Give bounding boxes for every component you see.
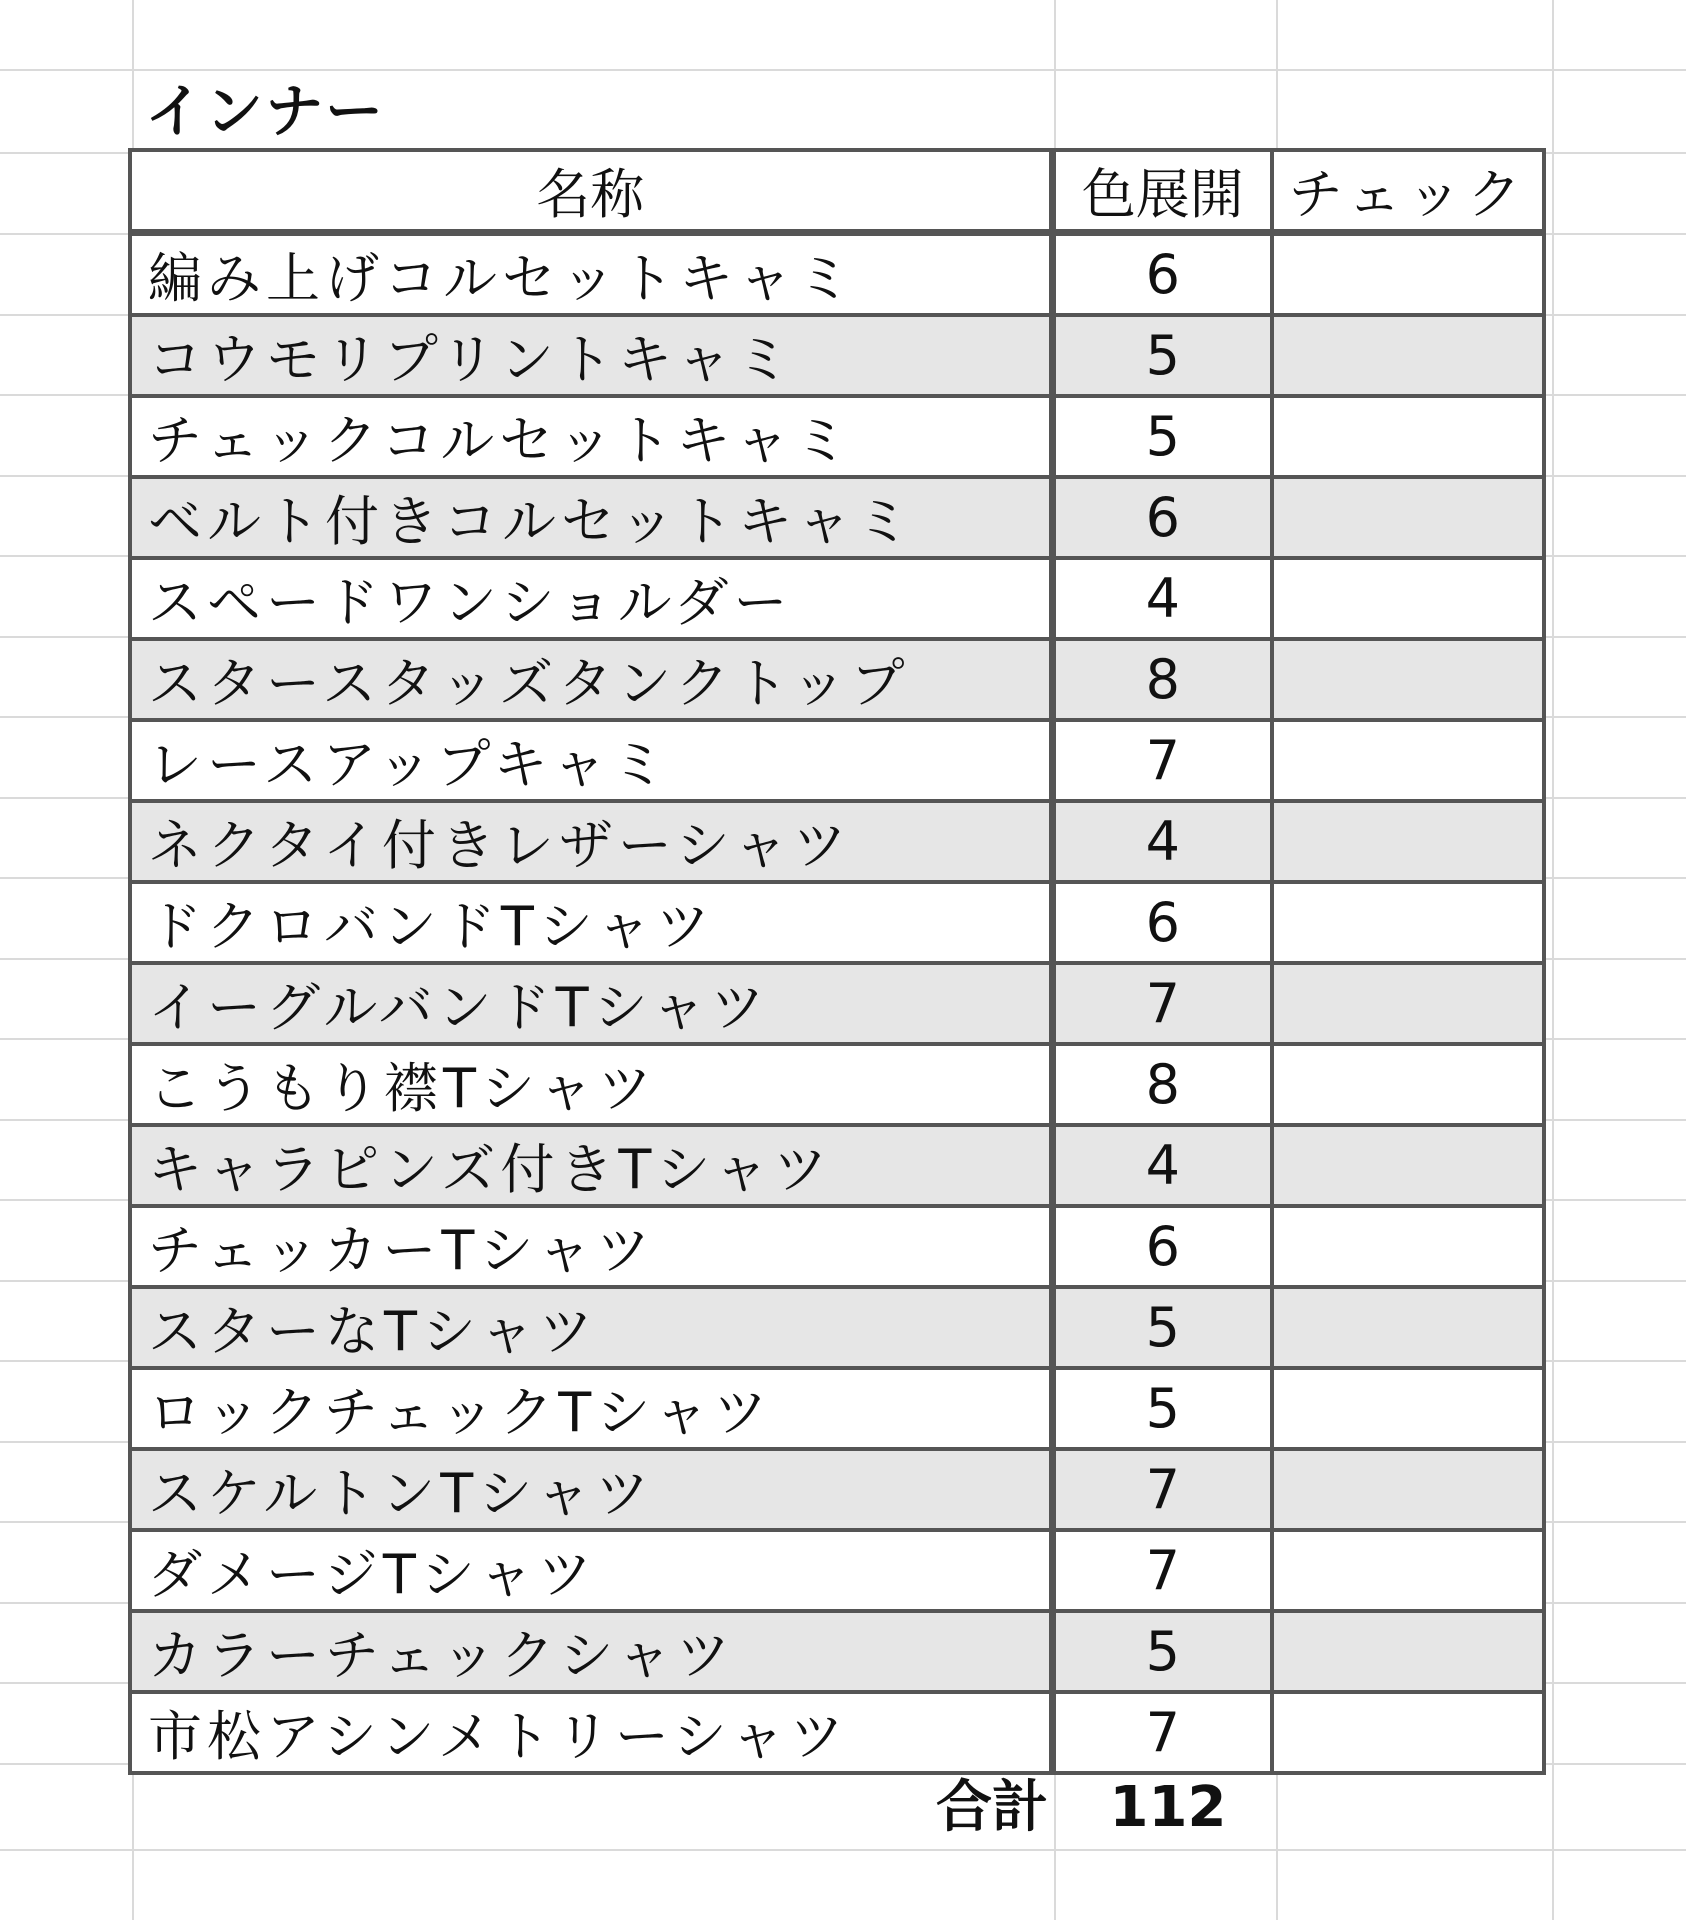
- table-row: [130, 882, 1544, 963]
- check-cell[interactable]: [1272, 639, 1544, 720]
- item-name-cell[interactable]: イーグルバンドTシャツ: [130, 963, 1052, 1044]
- table-row: [130, 477, 1544, 558]
- check-cell[interactable]: [1272, 1206, 1544, 1287]
- sheet-title: インナー: [145, 77, 386, 145]
- check-cell[interactable]: [1272, 477, 1544, 558]
- color-count-cell[interactable]: 6: [1052, 882, 1272, 963]
- color-count-cell[interactable]: 5: [1052, 315, 1272, 396]
- color-count-cell[interactable]: 7: [1052, 1449, 1272, 1530]
- item-name-cell[interactable]: ネクタイ付きレザーシャツ: [130, 801, 1052, 882]
- table-row: [130, 1044, 1544, 1125]
- color-count-cell[interactable]: 7: [1052, 720, 1272, 801]
- table-row: [130, 963, 1544, 1044]
- table-row: [130, 1206, 1544, 1287]
- item-name-cell[interactable]: カラーチェックシャツ: [130, 1611, 1052, 1692]
- table-row: [130, 558, 1544, 639]
- check-cell[interactable]: [1272, 1044, 1544, 1125]
- check-cell[interactable]: [1272, 963, 1544, 1044]
- table-row: [130, 396, 1544, 477]
- color-count-cell[interactable]: 7: [1052, 1692, 1272, 1773]
- check-cell[interactable]: [1272, 801, 1544, 882]
- item-name-cell[interactable]: チェックコルセットキャミ: [130, 396, 1052, 477]
- color-count-cell[interactable]: 7: [1052, 1530, 1272, 1611]
- header-check[interactable]: チェック: [1272, 150, 1544, 233]
- color-count-cell[interactable]: 8: [1052, 639, 1272, 720]
- color-count-cell[interactable]: 6: [1052, 477, 1272, 558]
- header-row: [130, 150, 1544, 233]
- grid-row-line: [0, 1849, 1686, 1851]
- color-count-cell[interactable]: 6: [1052, 233, 1272, 316]
- item-name-cell[interactable]: ダメージTシャツ: [130, 1530, 1052, 1611]
- table-row: [130, 720, 1544, 801]
- check-cell[interactable]: [1272, 720, 1544, 801]
- item-name-cell[interactable]: チェッカーTシャツ: [130, 1206, 1052, 1287]
- table-row: [130, 1692, 1544, 1773]
- check-cell[interactable]: [1272, 396, 1544, 477]
- check-cell[interactable]: [1272, 558, 1544, 639]
- header-name[interactable]: 名称: [130, 150, 1052, 233]
- header-colors[interactable]: 色展開: [1052, 150, 1272, 233]
- table-row: [130, 1449, 1544, 1530]
- item-name-cell[interactable]: ロックチェックTシャツ: [130, 1368, 1052, 1449]
- item-name-cell[interactable]: コウモリプリントキャミ: [130, 315, 1052, 396]
- item-name-cell[interactable]: レースアップキャミ: [130, 720, 1052, 801]
- item-name-cell[interactable]: ベルト付きコルセットキャミ: [130, 477, 1052, 558]
- table-row: [130, 1530, 1544, 1611]
- color-count-cell[interactable]: 5: [1052, 1611, 1272, 1692]
- item-name-cell[interactable]: ドクロバンドTシャツ: [130, 882, 1052, 963]
- item-name-cell[interactable]: 市松アシンメトリーシャツ: [130, 1692, 1052, 1773]
- check-cell[interactable]: [1272, 1287, 1544, 1368]
- grid-row-line: [0, 69, 1686, 71]
- color-count-cell[interactable]: 5: [1052, 1287, 1272, 1368]
- color-count-cell[interactable]: 4: [1052, 1125, 1272, 1206]
- color-count-cell[interactable]: 4: [1052, 801, 1272, 882]
- table-row: [130, 233, 1544, 316]
- color-count-cell[interactable]: 6: [1052, 1206, 1272, 1287]
- item-name-cell[interactable]: こうもり襟Tシャツ: [130, 1044, 1052, 1125]
- color-count-cell[interactable]: 5: [1052, 396, 1272, 477]
- item-name-cell[interactable]: スケルトンTシャツ: [130, 1449, 1052, 1530]
- total-label[interactable]: 合計: [936, 1775, 1048, 1840]
- item-name-cell[interactable]: キャラピンズ付きTシャツ: [130, 1125, 1052, 1206]
- check-cell[interactable]: [1272, 315, 1544, 396]
- color-count-cell[interactable]: 7: [1052, 963, 1272, 1044]
- check-cell[interactable]: [1272, 1692, 1544, 1773]
- item-name-cell[interactable]: スタースタッズタンクトップ: [130, 639, 1052, 720]
- check-cell[interactable]: [1272, 1368, 1544, 1449]
- table-row: [130, 639, 1544, 720]
- inner-items-table: [128, 148, 1546, 1775]
- color-count-cell[interactable]: 5: [1052, 1368, 1272, 1449]
- color-count-cell[interactable]: 8: [1052, 1044, 1272, 1125]
- total-value[interactable]: 112: [1109, 1775, 1227, 1840]
- item-name-cell[interactable]: 編み上げコルセットキャミ: [130, 233, 1052, 316]
- table-row: [130, 801, 1544, 882]
- check-cell[interactable]: [1272, 1125, 1544, 1206]
- color-count-cell[interactable]: 4: [1052, 558, 1272, 639]
- table-row: [130, 315, 1544, 396]
- check-cell[interactable]: [1272, 233, 1544, 316]
- table-row: [130, 1368, 1544, 1449]
- table-row: [130, 1287, 1544, 1368]
- item-name-cell[interactable]: スペードワンショルダー: [130, 558, 1052, 639]
- check-cell[interactable]: [1272, 1611, 1544, 1692]
- table-row: [130, 1125, 1544, 1206]
- check-cell[interactable]: [1272, 1530, 1544, 1611]
- table-row: [130, 1611, 1544, 1692]
- check-cell[interactable]: [1272, 1449, 1544, 1530]
- check-cell[interactable]: [1272, 882, 1544, 963]
- item-name-cell[interactable]: スターなTシャツ: [130, 1287, 1052, 1368]
- grid-col-line: [1552, 0, 1554, 1920]
